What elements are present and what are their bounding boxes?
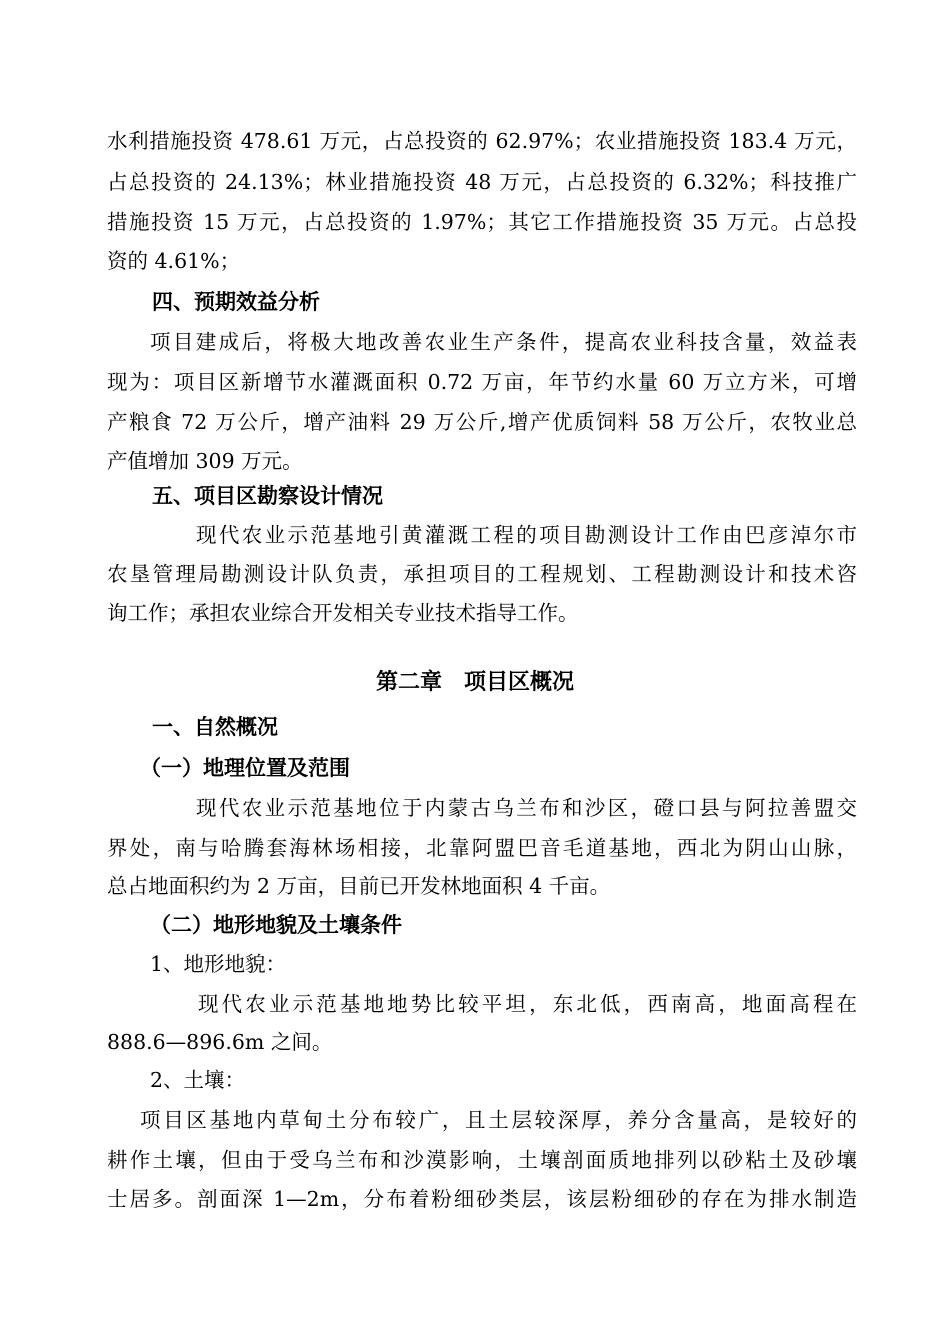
body-text-line: 水利措施投资 478.61 万元，占总投资的 62.97%；农业措施投资 183.4 万元，: [107, 129, 857, 153]
body-text-line: 士居多。剖面深 1—2m，分布着粉细砂类层，该层粉细砂的存在为排水制造: [107, 1187, 857, 1211]
body-text-line: 耕作土壤，但由于受乌兰布和沙漠影响，土壤剖面质地排列以砂粘土及砂壤: [107, 1148, 857, 1172]
body-text-line: 占总投资的 24.13%；林业措施投资 48 万元，占总投资的 6.32%；科技推广: [107, 170, 857, 194]
body-text-line: 询工作；承担农业综合开发相关专业技术指导工作。: [107, 601, 579, 625]
subsection-heading: （一）地理位置及范围: [140, 756, 350, 780]
body-text-line: 产粮食 72 万公斤，增产油料 29 万公斤,增产优质饲料 58 万公斤，农牧业总: [107, 410, 857, 434]
body-text-line: 措施投资 15 万元，占总投资的 1.97%；其它工作措施投资 35 万元。占总投: [107, 210, 857, 234]
body-text-line: 界处，南与哈腾套海林场相接，北靠阿盟巴音毛道基地，西北为阴山山脉，: [107, 836, 857, 860]
body-text-line: 总占地面积约为 2 万亩，目前已开发林地面积 4 千亩。: [107, 874, 611, 898]
list-item-label: 2、土壤：: [150, 1068, 246, 1092]
body-text-line: 现代农业示范基地引黄灌溉工程的项目勘测设计工作由巴彦淖尔市: [196, 523, 857, 547]
body-text-line: 资的 4.61%；: [107, 249, 241, 273]
body-text-line: 现代农业示范基地地势比较平坦，东北低，西南高，地面高程在: [198, 992, 857, 1016]
body-text-line: 产值增加 309 万元。: [107, 449, 303, 473]
body-text-line: 项目建成后，将极大地改善农业生产条件，提高农业科技含量，效益表: [150, 330, 857, 354]
body-text-line: 项目区基地内草甸土分布较广，且土层较深厚，养分含量高，是较好的: [140, 1108, 857, 1132]
chapter-title: 第二章 项目区概况: [375, 670, 574, 695]
body-text-line: 现为：项目区新增节水灌溉面积 0.72 万亩，年节约水量 60 万立方米，可增: [107, 370, 857, 394]
body-text-line: 农垦管理局勘测设计队负责，承担项目的工程规划、工程勘测设计和技术咨: [107, 562, 857, 586]
body-text-line: 888.6—896.6m 之间。: [107, 1030, 333, 1054]
section-heading: 一、自然概况: [152, 715, 278, 739]
list-item-label: 1、地形地貌：: [150, 952, 287, 976]
subsection-heading: （二）地形地貌及土壤条件: [150, 913, 402, 937]
section-heading: 四、预期效益分析: [152, 290, 320, 314]
body-text-line: 现代农业示范基地位于内蒙古乌兰布和沙区，磴口县与阿拉善盟交: [196, 796, 857, 820]
section-heading: 五、项目区勘察设计情况: [152, 484, 383, 508]
